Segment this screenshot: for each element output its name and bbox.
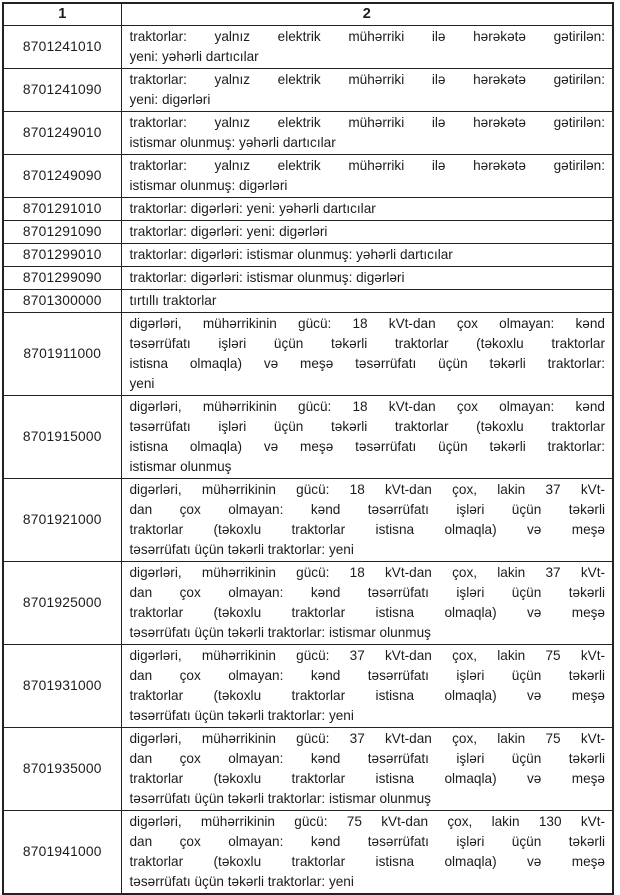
code-cell: 8701291010 [3,197,121,220]
description-line: traktorlar: digərləri: yeni: yəhərli dartıcılar [129,200,376,216]
description-cell [121,243,613,266]
description-line: digərləri, mühərrikinin gücü: 37 kVt-dan çox, lakin 75 kVt- [129,730,605,746]
code-cell: 8701300000 [3,289,121,312]
description-line: traktorlar (təkoxlu traktorlar istisna olmaqla) və meşə [129,687,605,703]
code-cell: 8701941000 [3,810,121,894]
description-column-header: 2 [121,3,613,25]
description-line: təsərrüfatı üçün təkərli traktorlar: yeni [129,707,354,723]
description-cell [121,111,613,154]
table-header [3,3,613,25]
description-line: təsərrüfatı üçün təkərli traktorlar: istismar olunmuş [129,790,431,806]
table-row [3,478,613,561]
description-line: traktorlar (təkoxlu traktorlar istisna olmaqla) və meşə [129,604,605,620]
code-cell: 8701911000 [3,312,121,395]
description-line: digərləri, mühərrikinin gücü: 18 kVt-dan çox, lakin 37 kVt- [129,564,605,580]
table-row [3,395,613,478]
table-row [3,111,613,154]
description-cell [121,68,613,111]
description-cell [121,312,613,395]
description-line: istismar olunmuş [129,458,232,474]
table-row [3,644,613,727]
table-row [3,289,613,312]
description-cell [121,197,613,220]
table-row [3,266,613,289]
description-line: traktorlar: digərləri: yeni: digərləri [129,223,328,239]
table-row [3,197,613,220]
description-line: dan çox olmayan: kənd təsərrüfatı işləri üçün təkərli [129,584,605,600]
description-line: digərləri, mühərrikinin gücü: 37 kVt-dan çox, lakin 75 kVt- [129,647,605,663]
description-line: yeni: digərləri [129,91,211,107]
code-cell: 8701241090 [3,68,121,111]
table-body [3,25,613,894]
description-line: digərləri, mühərrikinin gücü: 18 kVt-dan çox olmayan: kənd [129,315,605,331]
description-line: təsərrüfatı üçün təkərli traktorlar: yeni [129,873,354,889]
description-line: dan çox olmayan: kənd təsərrüfatı işləri üçün təkərli [129,833,605,849]
code-cell: 8701921000 [3,478,121,561]
description-line: istismar olunmuş: yəhərli dartıcılar [129,134,336,150]
description-line: dan çox olmayan: kənd təsərrüfatı işləri üçün təkərli [129,750,605,766]
description-line: traktorlar: yalnız elektrik mühərriki ilə hərəkətə gətirilən: [129,28,605,44]
description-line: yeni [129,375,155,391]
tariff-code-table [2,2,614,895]
table-row [3,810,613,894]
table-row [3,243,613,266]
description-cell [121,266,613,289]
code-cell: 8701925000 [3,561,121,644]
table-row [3,220,613,243]
code-cell: 8701931000 [3,644,121,727]
description-line: traktorlar: yalnız elektrik mühərriki ilə hərəkətə gətirilən: [129,157,605,173]
description-line: yeni: yəhərli dartıcılar [129,48,259,64]
description-cell [121,154,613,197]
description-cell [121,644,613,727]
description-line: dan çox olmayan: kənd təsərrüfatı işləri üçün təkərli [129,667,605,683]
description-line: təsərrüfatı işləri üçün təkərli traktorlar (təkoxlu traktorlar [129,335,605,351]
table-row [3,68,613,111]
code-column-header: 1 [3,3,121,25]
description-line: təsərrüfatı üçün təkərli traktorlar: istismar olunmuş [129,624,431,640]
description-line: digərləri, mühərrikinin gücü: 75 kVt-dan çox, lakin 130 kVt- [129,813,605,829]
description-cell [121,220,613,243]
header-row [3,3,613,25]
table-row [3,727,613,810]
description-line: traktorlar: digərləri: istismar olunmuş: yəhərli dartıcılar [129,246,453,262]
description-line: traktorlar: digərləri: istismar olunmuş: digərləri [129,269,405,285]
description-cell [121,289,613,312]
description-cell [121,395,613,478]
description-line: digərləri, mühərrikinin gücü: 18 kVt-dan çox, lakin 37 kVt- [129,481,605,497]
description-cell [121,810,613,894]
description-line: təsərrüfatı işləri üçün təkərli traktorlar (təkoxlu traktorlar [129,418,605,434]
description-cell [121,561,613,644]
description-line: traktorlar: yalnız elektrik mühərriki ilə hərəkətə gətirilən: [129,71,605,87]
code-cell: 8701249010 [3,111,121,154]
table-row [3,25,613,68]
code-cell: 8701299090 [3,266,121,289]
description-line: təsərrüfatı üçün təkərli traktorlar: yeni [129,541,354,557]
table-row [3,312,613,395]
code-cell: 8701249090 [3,154,121,197]
table-row [3,561,613,644]
description-line: dan çox olmayan: kənd təsərrüfatı işləri üçün təkərli [129,501,605,517]
code-cell: 8701291090 [3,220,121,243]
code-cell: 8701299010 [3,243,121,266]
code-cell: 8701241010 [3,25,121,68]
description-line: istismar olunmuş: digərləri [129,177,288,193]
description-cell [121,478,613,561]
description-line: istisna olmaqla) və meşə təsərrüfatı üçün təkərli traktorlar: [129,438,605,454]
table-row [3,154,613,197]
description-line: traktorlar: yalnız elektrik mühərriki ilə hərəkətə gətirilən: [129,114,605,130]
description-line: traktorlar (təkoxlu traktorlar istisna olmaqla) və meşə [129,770,605,786]
code-cell: 8701915000 [3,395,121,478]
description-cell [121,25,613,68]
description-line: traktorlar (təkoxlu traktorlar istisna olmaqla) və meşə [129,853,605,869]
description-line: traktorlar (təkoxlu traktorlar istisna olmaqla) və meşə [129,521,605,537]
description-cell [121,727,613,810]
description-line: tırtıllı traktorlar [129,292,217,308]
description-line: istisna olmaqla) və meşə təsərrüfatı üçün təkərli traktorlar: [129,355,605,371]
description-line: digərləri, mühərrikinin gücü: 18 kVt-dan çox olmayan: kənd [129,398,605,414]
code-cell: 8701935000 [3,727,121,810]
